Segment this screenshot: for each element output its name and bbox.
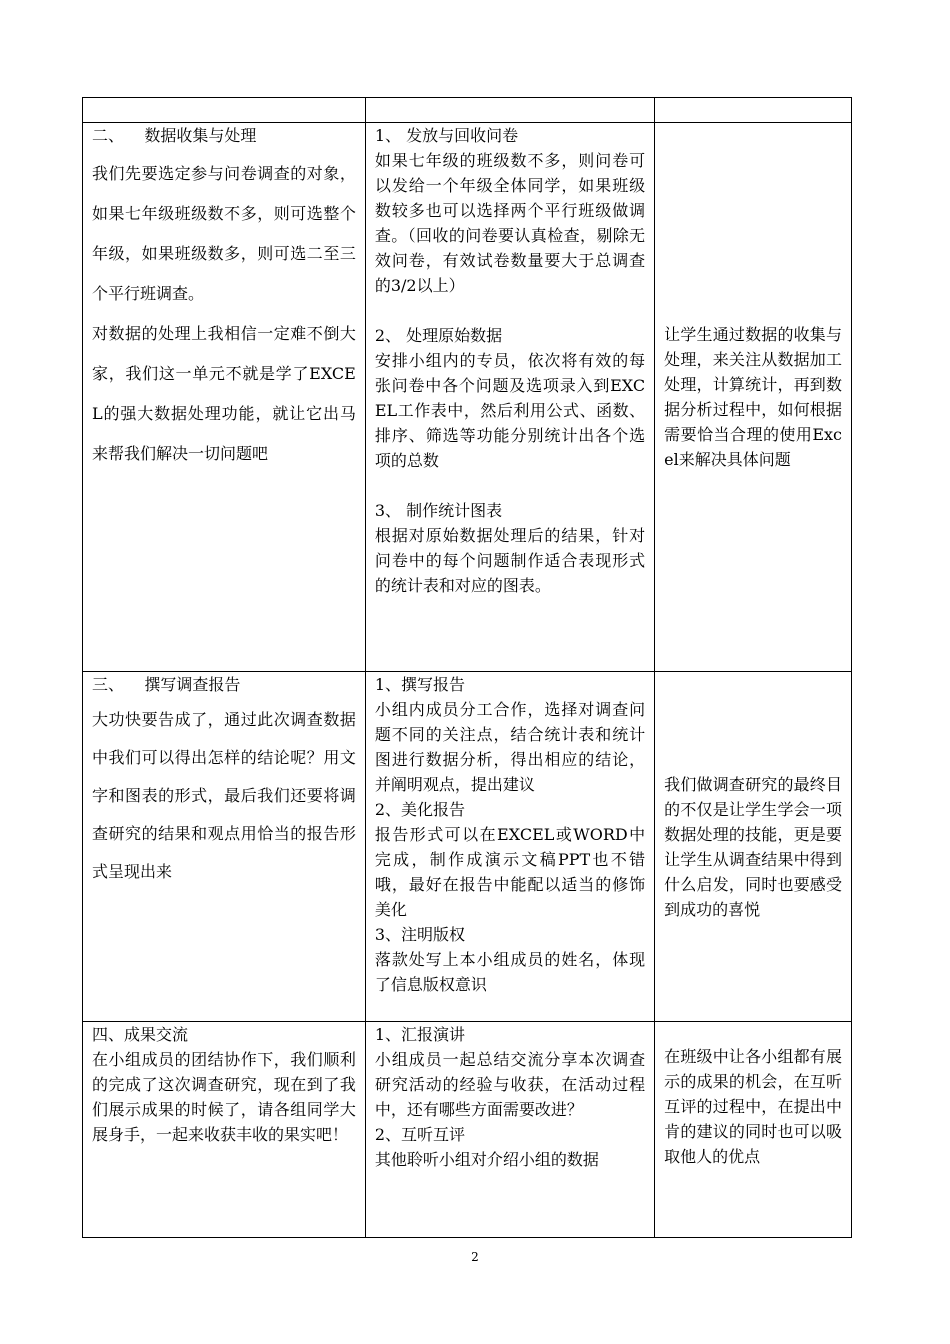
- step-heading: 2、互听互评: [374, 1125, 466, 1144]
- lesson-plan-table: [82, 97, 852, 1238]
- stage-cell: [83, 1022, 366, 1238]
- design-intent: 让学生通过数据的收集与处理，来关注从数据加工处理，计算统计，再到数据分析过程中，如何根据需要恰当合理的使用Excel来解决具体问题: [664, 325, 842, 469]
- activity-cell: [365, 672, 654, 1022]
- stage-title: 三、 撰写调查报告: [92, 675, 241, 694]
- step-text: 报告形式可以在EXCEL或WORD中完成，制作成演示文稿PPT也不错哦，最好在报告中能配以适当的修饰美化: [374, 825, 646, 919]
- step-text: 安排小组内的专员，依次将有效的每张问卷中各个问题及选项录入到EXCEL工作表中，然后利用公式、函数、排序、筛选等功能分别统计出各个选项的总数: [374, 351, 646, 470]
- step-text: 小组内成员分工合作，选择对调查问题不同的关注点，结合统计表和统计图进行数据分析，得出相应的结论，并阐明观点，提出建议: [374, 700, 646, 794]
- step-heading: 1、撰写报告: [374, 675, 466, 694]
- design-intent: 我们做调查研究的最终目的不仅是让学生学会一项数据处理的技能，更是要让学生从调查结果中得到什么启发，同时也要感受到成功的喜悦: [664, 774, 842, 919]
- page-number: 2: [471, 1250, 479, 1264]
- step-heading: 3、注明版权: [374, 925, 466, 944]
- design-intent: 在班级中让各小组都有展示的成果的机会，在互听互评的过程中，在提出中肯的建议的同时也可以吸取他人的优点: [664, 1047, 842, 1166]
- step-text: 其他聆听小组对介绍小组的数据: [374, 1150, 599, 1169]
- table-row-empty: [83, 98, 852, 123]
- intent-cell: [655, 1022, 852, 1238]
- empty-cell: [655, 98, 852, 123]
- stage-paragraph: 大功快要告成了，通过此次调查数据中我们可以得出怎样的结论呢？用文字和图表的形式，最后我们还要将调查研究的结果和观点用恰当的报告形式呈现出来: [92, 710, 356, 881]
- step-heading: 1、 发放与回收问卷: [374, 126, 519, 145]
- table-row-data-collection: [83, 123, 852, 672]
- step-text: 小组成员一起总结交流分享本次调查研究活动的经验与收获，在活动过程中，还有哪些方面需要改进？: [374, 1050, 646, 1119]
- stage-title: 四、成果交流: [92, 1025, 189, 1044]
- stage-cell: [83, 123, 366, 672]
- step-text: 根据对原始数据处理后的结果，针对问卷中的每个问题制作适合表现形式的统计表和对应的图表。: [374, 526, 646, 595]
- activity-cell: [365, 1022, 654, 1238]
- stage-paragraph: 对数据的处理上我相信一定难不倒大家，我们这一单元不就是学了EXCEL的强大数据处理功能，就让它出马来帮我们解决一切问题吧: [92, 324, 356, 463]
- step-heading: 2、 处理原始数据: [374, 326, 503, 345]
- table-row-sharing: [83, 1022, 852, 1238]
- empty-cell: [365, 98, 654, 123]
- table-row-report: [83, 672, 852, 1022]
- step-heading: 3、 制作统计图表: [374, 501, 503, 520]
- step-heading: 2、美化报告: [374, 800, 466, 819]
- step-text: 落款处写上本小组成员的姓名，体现了信息版权意识: [374, 950, 646, 994]
- stage-title: 二、 数据收集与处理: [92, 126, 257, 145]
- intent-cell: [655, 672, 852, 1022]
- activity-cell: [365, 123, 654, 672]
- empty-cell: [83, 98, 366, 123]
- stage-paragraph: 我们先要选定参与问卷调查的对象，如果七年级班级数不多，则可选整个年级，如果班级数多，则可选二至三个平行班调查。: [92, 164, 356, 303]
- stage-paragraph: 在小组成员的团结协作下，我们顺利的完成了这次调查研究，现在到了我们展示成果的时候了，请各组同学大展身手，一起来收获丰收的果实吧！: [92, 1050, 356, 1144]
- step-heading: 1、汇报演讲: [374, 1025, 466, 1044]
- stage-cell: [83, 672, 366, 1022]
- intent-cell: [655, 123, 852, 672]
- step-text: 如果七年级的班级数不多，则问卷可以发给一个年级全体同学，如果班级数较多也可以选择两个平行班级做调查。（回收的问卷要认真检查，剔除无效问卷，有效试卷数量要大于总调查的3/2以上）: [374, 151, 646, 295]
